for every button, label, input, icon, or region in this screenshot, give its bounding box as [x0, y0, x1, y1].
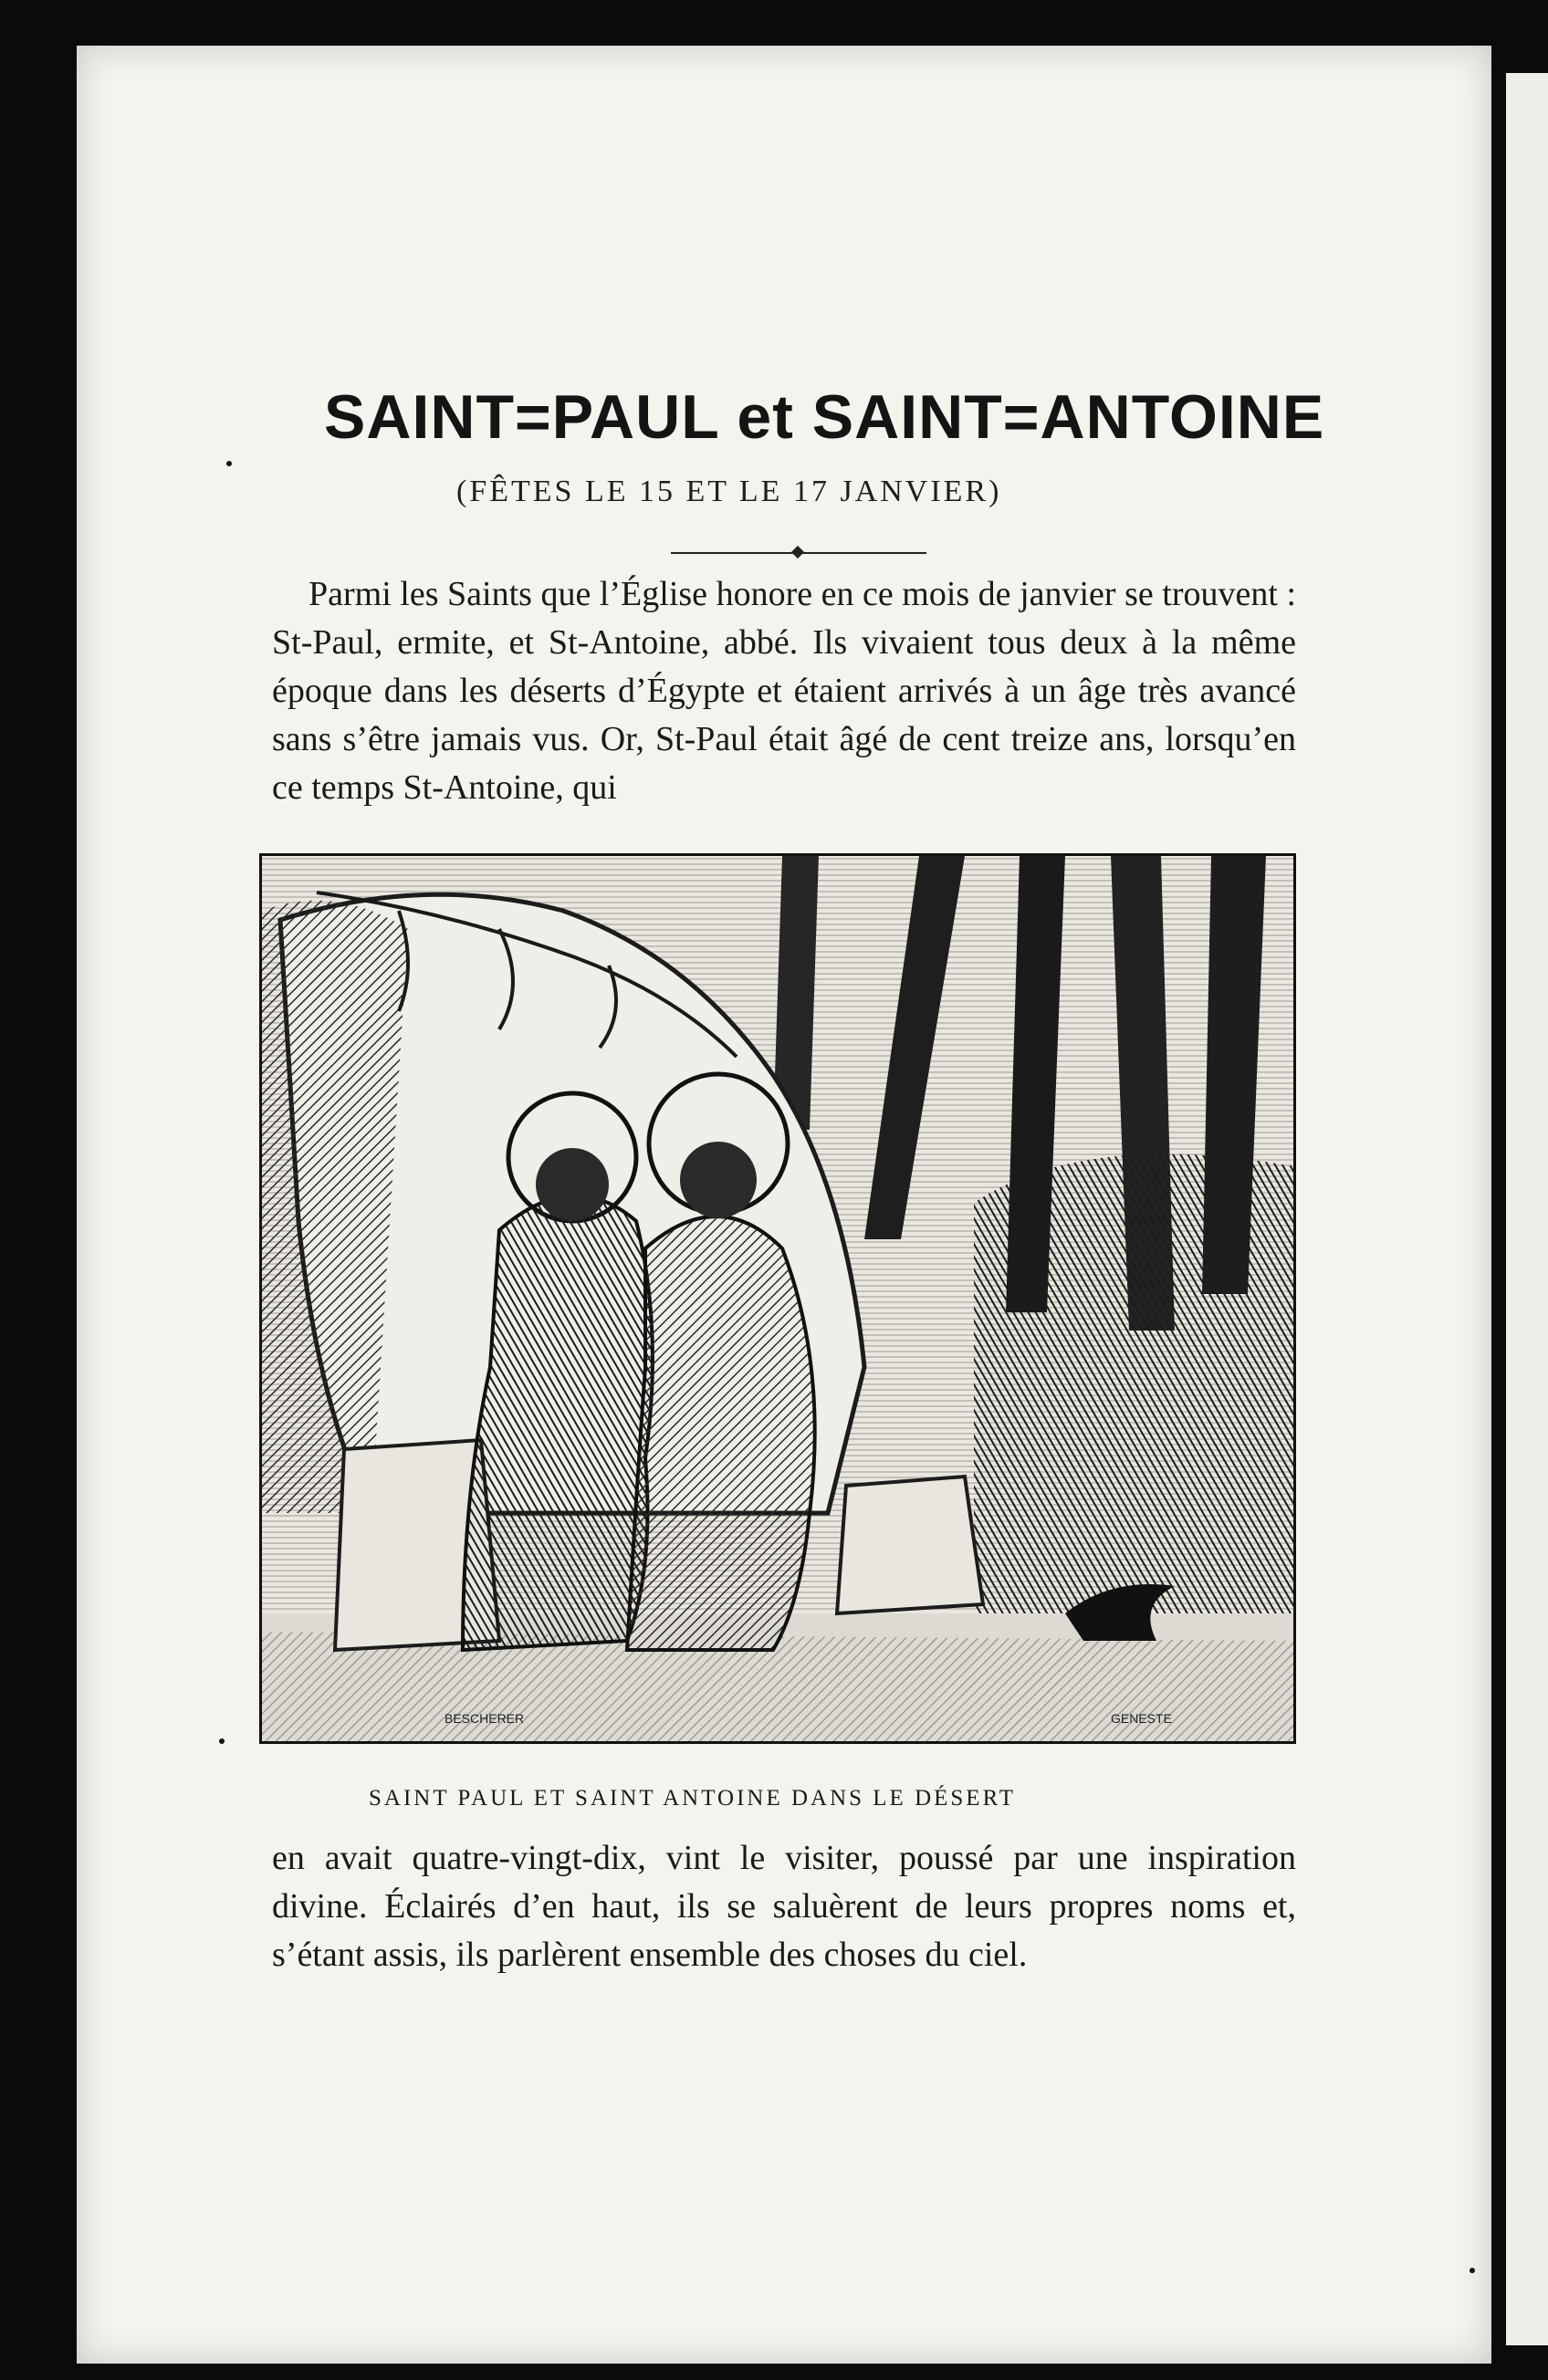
page-title: SAINT=PAUL et SAINT=ANTOINE — [324, 382, 1325, 452]
engraver-signature-right: GENESTE — [1111, 1711, 1172, 1726]
page-subtitle: (FÊTES LE 15 ET LE 17 JANVIER) — [456, 475, 1002, 508]
engraving-illustration — [259, 853, 1296, 1744]
page-speck — [1470, 2268, 1475, 2273]
page-speck — [226, 461, 232, 466]
page-speck — [219, 1738, 225, 1744]
paragraph-continuation: en avait quatre-vingt-dix, vint le visiter, poussé par une inspiration divine. Éclairés d’en haut, ils se saluèrent de leurs propres noms et, s’étant assis, ils parlèrent ensemble des choses du ciel. — [272, 1839, 1296, 1974]
figure-caption: SAINT PAUL ET SAINT ANTOINE DANS LE DÉSERT — [369, 1786, 1017, 1811]
facing-page-edge — [1506, 73, 1548, 2345]
engraver-signature-left: BESCHERER — [445, 1711, 525, 1726]
paragraph-intro: Parmi les Saints que l’Église honore en ce mois de janvier se trouvent : St-Paul, ermite, et St-Antoine, abbé. Ils vivaient tous deux à la même époque dans les déserts d’Égypte et étaient arrivés à un âge très avancé sans s’être jamais vus. Or, St-Paul était âgé de cent treize ans, lorsqu’en ce temps St-Antoine, qui — [272, 575, 1296, 807]
figure-saint-antoine — [627, 1216, 815, 1650]
